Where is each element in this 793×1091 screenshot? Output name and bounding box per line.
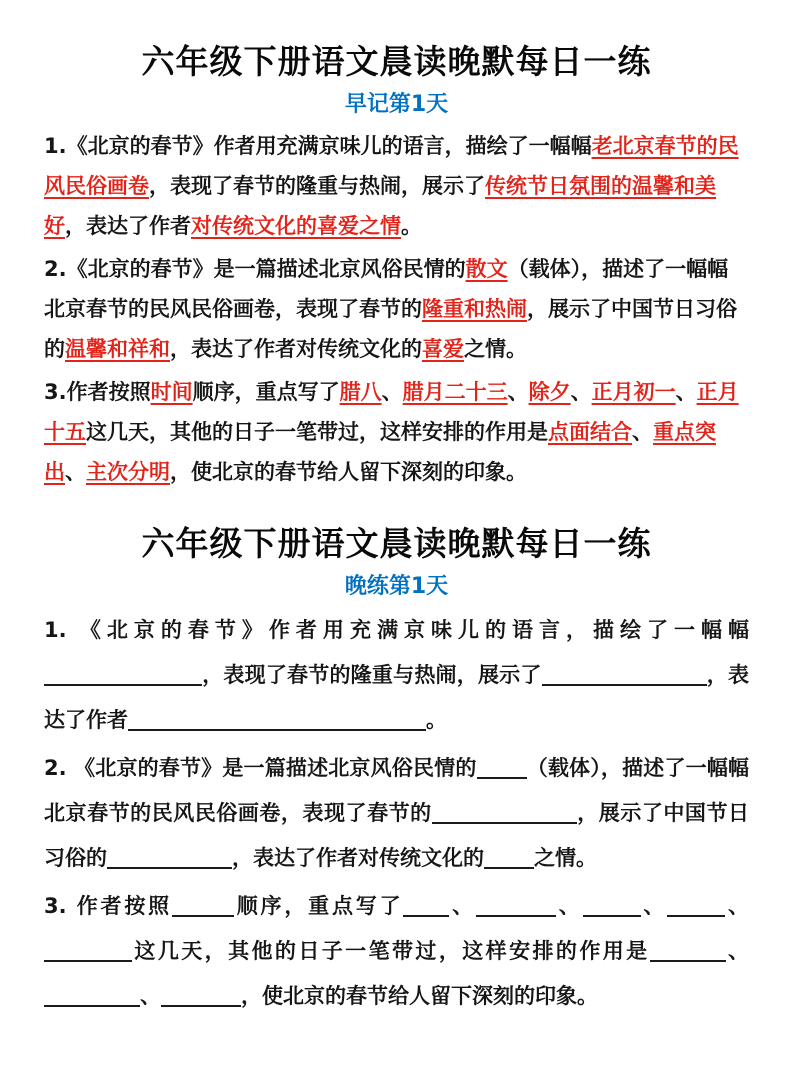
section-evening-practice [44,518,749,1019]
answer-text: 主次分明 [86,460,170,484]
fill-in-blank [107,861,232,869]
text-run: 3.作者按照 [44,380,151,404]
text-run: ，表达了作者对传统文化的 [232,846,484,870]
text-run: 之情。 [464,337,527,361]
text-run: 、 [570,380,592,404]
page-title: 六年级下册语文晨读晚默每日一练 [141,42,652,81]
paragraph [44,608,749,743]
fill-in-blank [476,909,556,917]
answer-text: 时间 [150,380,193,404]
text-run: ，使北京的春节给人留下深刻的印象。 [170,460,527,484]
text-run: 顺序，重点写了 [192,380,340,404]
text-run: 、 [632,420,653,444]
answer-text: 喜爱 [422,337,464,361]
text-run: ，表达了作者对传统文化的 [170,337,422,361]
day-subtitle-evening: 晚练第1天 [344,574,449,599]
text-run: ，表达了作者 [65,214,191,238]
text-run: 、 [640,894,668,918]
text-run: ，表达了作者 [44,663,749,732]
page-title-repeat: 六年级下册语文晨读晚默每日一练 [141,524,652,563]
text-run: 1.《北京的春节》作者用充满京味儿的语言，描绘了一幅幅 [44,134,592,158]
paragraphs-morning [44,126,749,492]
text-run: 、 [507,380,529,404]
fill-in-blank [44,678,202,686]
fill-in-blank [44,999,140,1007]
text-run: ，展示了中国节日习俗的 [44,801,750,870]
text-run: 、 [140,984,161,1008]
section-morning-review [44,36,749,492]
text-run: ，表现了春节的隆重与热闹，展示了 [149,174,485,198]
text-run: （载体），描述了一幅幅北京春节的民风民俗画卷，表现了春节的 [44,756,749,825]
fill-in-blank [542,678,707,686]
fill-in-blank [477,771,527,779]
paragraph [44,884,749,1019]
text-run: 。 [401,214,422,238]
text-run: 这几天，其他的日子一笔带过，这样安排的作用是 [132,939,650,963]
text-run: （载体），描述了一幅幅北京春节的民风民俗画卷，表现了春节的 [44,257,729,321]
paragraph [44,126,749,246]
fill-in-blank [583,909,641,917]
fill-in-blank [172,909,234,917]
fill-in-blank [161,999,241,1007]
answer-text: 除夕 [528,380,571,404]
fill-in-blank [432,816,577,824]
fill-in-blank [650,954,726,962]
text-run: 顺序，重点写了 [233,894,404,918]
answer-text: 重点突出 [44,420,716,484]
fill-in-blank [484,861,534,869]
answer-text: 老北京春节的民风民俗画卷 [44,134,739,198]
day-subtitle-morning: 早记第1天 [344,92,449,117]
text-run: 2.《北京的春节》是一篇描述北京风俗民情的 [44,257,466,281]
text-run: 1. 《北京的春节》作者用充满京味儿的语言，描绘了一幅幅 [44,618,749,642]
fill-in-blank [667,909,725,917]
answer-text: 正月十五 [44,380,739,444]
paragraph [44,372,749,492]
text-run: ，表现了春节的隆重与热闹，展示了 [202,663,542,687]
paragraph [44,746,749,881]
text-run: 、 [449,894,476,918]
text-run: 、 [65,460,86,484]
answer-text: 隆重和热闹 [422,297,527,321]
answer-text: 正月初一 [591,380,676,404]
text-run: ，展示了中国节日习俗的 [44,297,737,361]
text-run: 、 [725,894,750,918]
text-run: ，使北京的春节给人留下深刻的印象。 [241,984,598,1008]
answer-text: 温馨和祥和 [65,337,170,361]
paragraph [44,249,749,369]
text-run: 。 [426,708,447,732]
text-run: 这几天，其他的日子一笔带过，这样安排的作用是 [86,420,548,444]
answer-text: 腊月二十三 [402,380,508,404]
text-run: 之情。 [534,846,597,870]
answer-text: 传统节日氛围的温馨和美好 [44,174,716,238]
fill-in-blank [128,723,426,731]
text-run: 、 [675,380,697,404]
paragraphs-evening [44,608,749,1019]
fill-in-blank [44,954,132,962]
fill-in-blank [403,909,449,917]
answer-text: 点面结合 [548,420,632,444]
answer-text: 对传统文化的喜爱之情 [191,214,401,238]
answer-text: 散文 [465,257,508,281]
text-run: 2. 《北京的春节》是一篇描述北京风俗民情的 [44,756,477,780]
text-run: 、 [381,380,403,404]
text-run: 、 [725,939,750,963]
text-run: 、 [555,894,583,918]
answer-text: 腊八 [339,380,382,404]
text-run: 3. 作者按照 [44,894,172,918]
